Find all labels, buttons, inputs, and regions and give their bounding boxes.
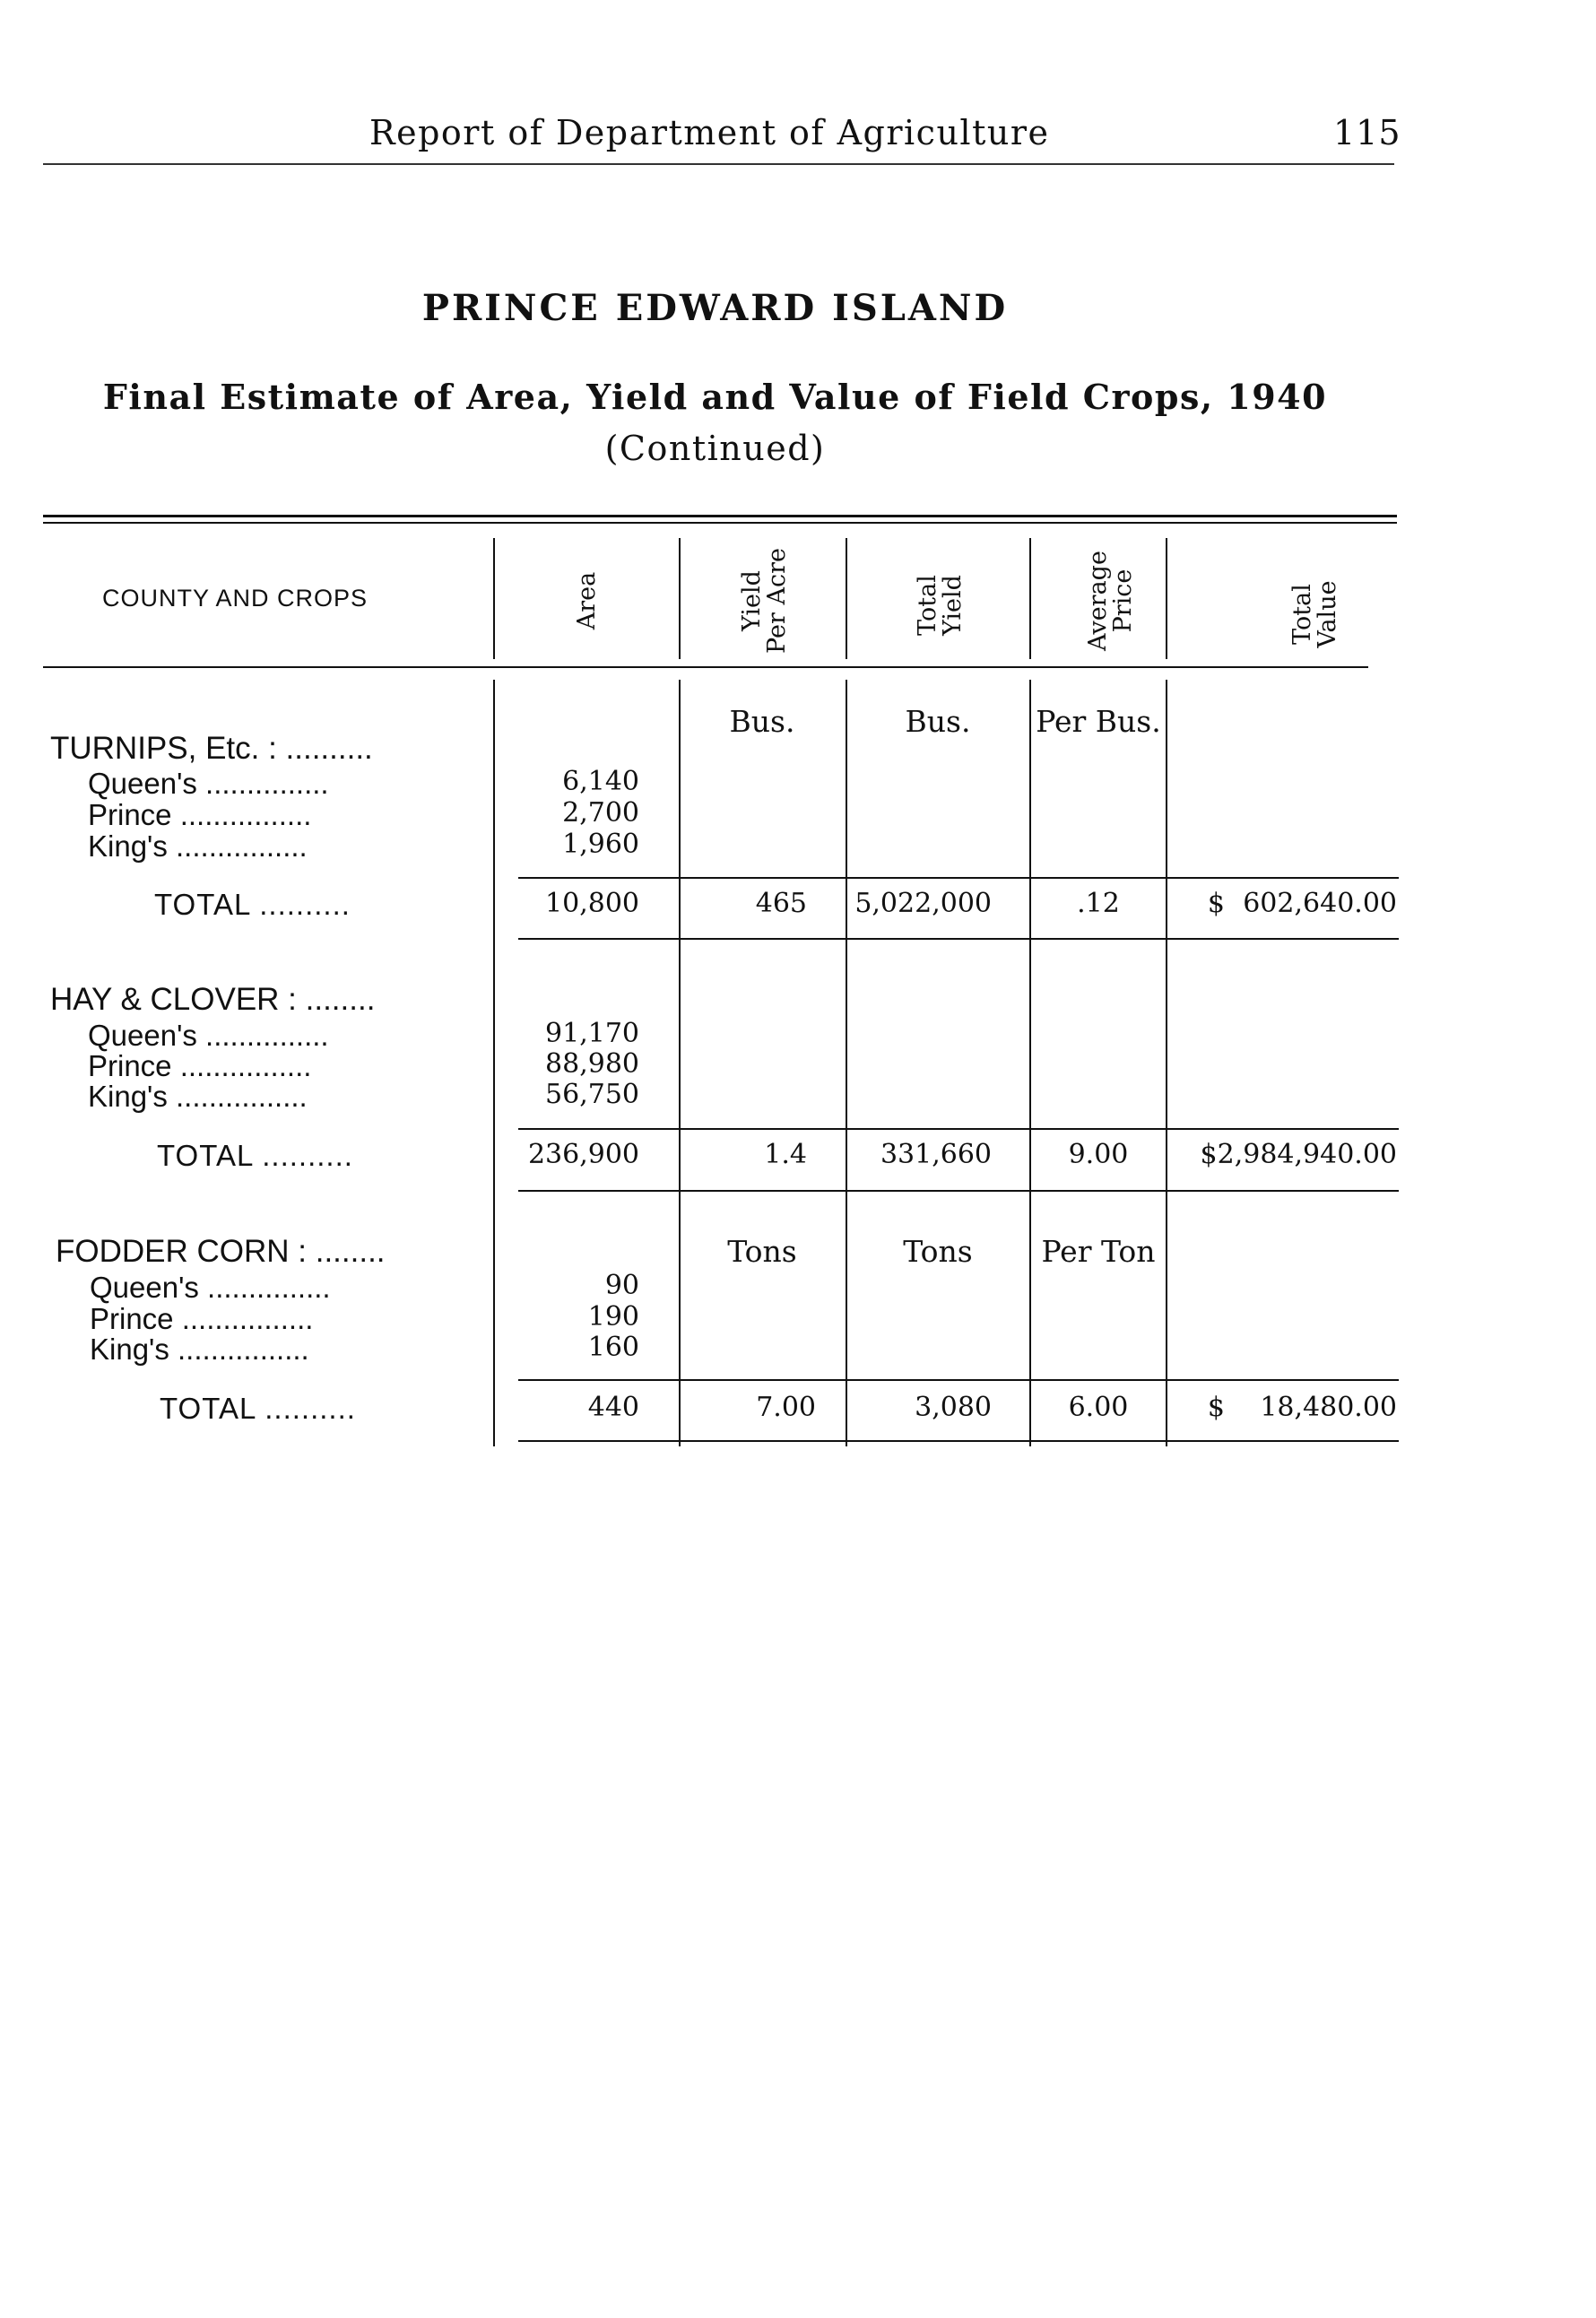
- column-header-yield-per-acre: Yield Per Acre: [738, 548, 791, 654]
- page-title: PRINCE EDWARD ISLAND: [421, 287, 1009, 329]
- county-label: King's ................: [88, 829, 308, 863]
- dollar-sign: $: [1207, 888, 1225, 919]
- running-head: Report of Department of Agriculture: [369, 113, 1050, 152]
- column-header-total-value: Total Value: [1288, 580, 1341, 648]
- county-label: Prince ................: [88, 1049, 312, 1082]
- area-value: 90: [604, 1270, 639, 1301]
- area-value: 6,140: [562, 766, 639, 797]
- column-header-total-yield: Total Yield: [914, 575, 967, 636]
- page-number: 115: [1333, 113, 1401, 152]
- total-label: TOTAL ..........: [157, 1139, 353, 1172]
- county-label: King's ................: [88, 1080, 308, 1113]
- county-label: Queen's ...............: [88, 1019, 329, 1052]
- column-header-total-yield-box: [873, 538, 1008, 673]
- header-divider: [679, 538, 681, 659]
- total-top-rule: [518, 1128, 1399, 1130]
- total-label: TOTAL ..........: [160, 1392, 356, 1425]
- total-value: 602,640.00: [1243, 888, 1397, 919]
- unit-total-yield: Tons: [903, 1234, 973, 1269]
- table-subtitle: Final Estimate of Area, Yield and Value of Field Crops, 1940: [102, 377, 1328, 417]
- unit-average-price: Per Bus.: [1036, 704, 1161, 739]
- column-divider: [679, 680, 681, 1446]
- area-value: 91,170: [545, 1018, 639, 1049]
- column-divider: [493, 680, 495, 1446]
- unit-yield-per-acre: Bus.: [729, 704, 795, 739]
- header-divider: [846, 538, 847, 659]
- county-label: Prince ................: [88, 798, 312, 831]
- section-label-hay-clover: HAY & CLOVER : ........: [50, 982, 376, 1017]
- unit-average-price: Per Ton: [1041, 1234, 1156, 1269]
- total-total-yield: 5,022,000: [854, 888, 992, 919]
- area-value: 190: [587, 1301, 639, 1333]
- unit-total-yield: Bus.: [905, 704, 971, 739]
- county-label: Queen's ...............: [88, 767, 329, 800]
- area-value: 88,980: [545, 1048, 639, 1080]
- total-area: 440: [587, 1392, 639, 1423]
- section-label-turnips: TURNIPS, Etc. : ..........: [50, 731, 373, 766]
- total-average-price: 9.00: [1068, 1139, 1129, 1170]
- column-header-yield-box: [698, 534, 832, 668]
- area-value: 1,960: [562, 829, 639, 860]
- total-yield-per-acre: 465: [755, 888, 807, 919]
- dollar-sign: $: [1207, 1392, 1225, 1423]
- column-header-price-box: [1044, 534, 1178, 668]
- total-top-rule: [518, 877, 1399, 879]
- section-label-fodder-corn: FODDER CORN : ........: [56, 1234, 386, 1269]
- column-header-total-value-box: [1248, 547, 1383, 682]
- total-bottom-rule: [518, 1440, 1399, 1442]
- column-header-area-box: [520, 534, 655, 668]
- total-area: 236,900: [527, 1139, 639, 1170]
- table-top-rule: [43, 515, 1397, 517]
- header-divider: [1029, 538, 1031, 659]
- column-header-county-crops: COUNTY AND CROPS: [102, 585, 369, 612]
- header-bottom-rule: [43, 666, 1368, 668]
- column-divider: [1029, 680, 1031, 1446]
- total-label: TOTAL ..........: [154, 888, 351, 921]
- total-yield-per-acre: 7.00: [756, 1392, 816, 1423]
- header-rule: [43, 163, 1394, 165]
- area-value: 160: [587, 1332, 639, 1363]
- county-label: King's ................: [90, 1333, 309, 1366]
- total-top-rule: [518, 1379, 1399, 1381]
- area-value: 2,700: [562, 797, 639, 829]
- column-divider: [846, 680, 847, 1446]
- total-bottom-rule: [518, 938, 1399, 940]
- total-average-price: .12: [1077, 888, 1120, 919]
- total-bottom-rule: [518, 1190, 1399, 1192]
- total-average-price: 6.00: [1068, 1392, 1129, 1423]
- total-area: 10,800: [545, 888, 639, 919]
- total-value: $2,984,940.00: [1200, 1139, 1397, 1170]
- unit-yield-per-acre: Tons: [727, 1234, 797, 1269]
- column-header-average-price: Average Price: [1084, 551, 1137, 651]
- county-label: Queen's ...............: [90, 1271, 331, 1304]
- county-label: Prince ................: [90, 1302, 314, 1335]
- area-value: 56,750: [545, 1079, 639, 1110]
- total-yield-per-acre: 1.4: [764, 1139, 807, 1170]
- total-total-yield: 331,660: [880, 1139, 992, 1170]
- continued-note: (Continued): [604, 429, 826, 468]
- header-divider: [493, 538, 495, 659]
- table-top-rule-2: [43, 522, 1397, 524]
- column-divider: [1166, 680, 1167, 1446]
- total-value: 18,480.00: [1260, 1392, 1397, 1423]
- column-header-area: Area: [572, 571, 601, 630]
- total-total-yield: 3,080: [915, 1392, 992, 1423]
